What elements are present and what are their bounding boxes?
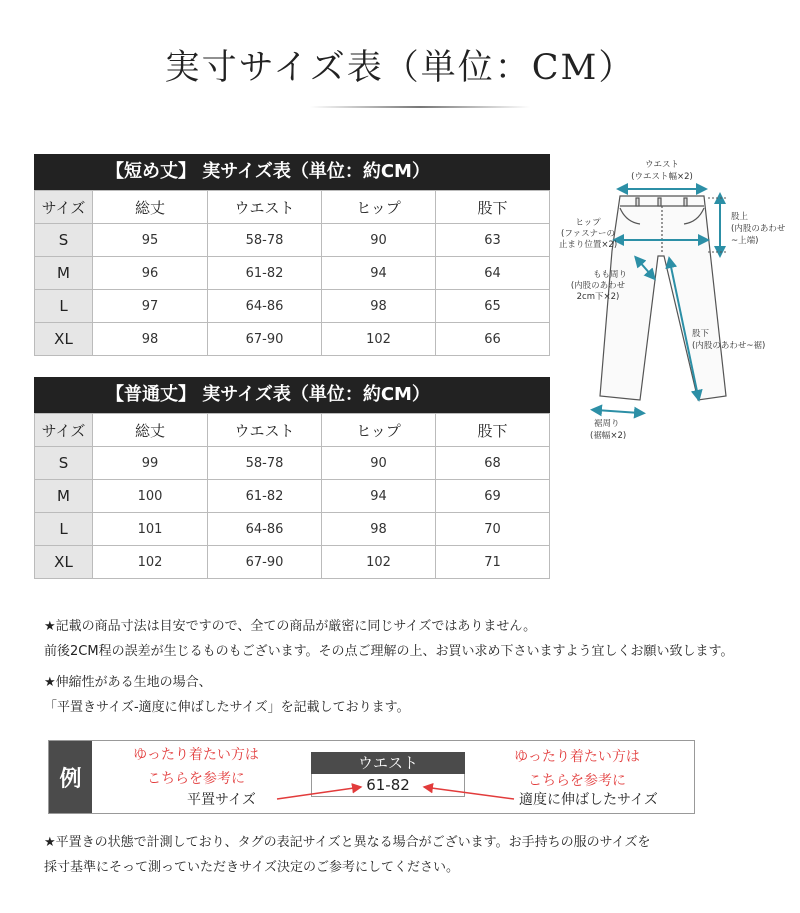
note-line: ★記載の商品寸法は目安ですので、全ての商品が厳密に同じサイズではありません。 xyxy=(44,619,537,634)
header-total-length: 総丈 xyxy=(93,414,208,447)
header-waist: ウエスト xyxy=(208,414,322,447)
header-waist: ウエスト xyxy=(208,191,322,224)
row-size-label: M xyxy=(35,480,93,513)
row-size-label: S xyxy=(35,447,93,480)
header-size: サイズ xyxy=(35,414,93,447)
label-waist-note: (ウエスト幅×2) xyxy=(631,172,693,182)
pants-measurement-diagram xyxy=(558,156,790,446)
table-row xyxy=(35,546,550,579)
table-row xyxy=(35,513,550,546)
table-row xyxy=(35,224,550,257)
label-rise-note-1: (内股のあわせ xyxy=(731,224,786,234)
row-size-label: XL xyxy=(35,323,93,356)
cell-total-length: 99 xyxy=(93,447,208,480)
cell-total-length: 102 xyxy=(93,546,208,579)
example-box-header: ウエスト xyxy=(311,752,465,774)
cell-inseam: 69 xyxy=(436,480,550,513)
cell-waist: 61-82 xyxy=(208,257,322,290)
cell-total-length: 95 xyxy=(93,224,208,257)
label-hip: ヒップ xyxy=(575,218,601,228)
cell-inseam: 71 xyxy=(436,546,550,579)
cell-hip: 94 xyxy=(322,480,436,513)
size-table-regular xyxy=(34,377,550,579)
cell-inseam: 63 xyxy=(436,224,550,257)
example-left-caption: 平置サイズ xyxy=(187,792,256,808)
note-line: ★平置きの状態で計測しており、タグの表記サイズと異なる場合がございます。お手持ちの服のサイズを xyxy=(44,835,651,850)
cell-waist: 58-78 xyxy=(208,447,322,480)
hint-line: ゆったり着たい方は xyxy=(133,747,259,763)
hint-line: こちらを参考に xyxy=(147,771,245,787)
label-thigh-note-2: 2cm下×2) xyxy=(576,292,620,302)
table-row xyxy=(35,480,550,513)
note-size-disclaimer xyxy=(44,614,734,664)
cell-total-length: 100 xyxy=(93,480,208,513)
title-divider xyxy=(310,106,530,108)
note-stretch-fabric xyxy=(44,670,410,720)
cell-total-length: 97 xyxy=(93,290,208,323)
cell-inseam: 65 xyxy=(436,290,550,323)
cell-waist: 64-86 xyxy=(208,290,322,323)
cell-waist: 61-82 xyxy=(208,480,322,513)
cell-hip: 98 xyxy=(322,513,436,546)
arrow-left-icon xyxy=(277,787,361,799)
cell-hip: 94 xyxy=(322,257,436,290)
cell-inseam: 68 xyxy=(436,447,550,480)
note-measurement-method xyxy=(44,830,651,880)
header-hip: ヒップ xyxy=(322,191,436,224)
size-table-short xyxy=(34,154,550,356)
cell-inseam: 64 xyxy=(436,257,550,290)
note-line: 「平置きサイズ-適度に伸ばしたサイズ」を記載しております。 xyxy=(44,700,410,715)
example-box-value: 61-82 xyxy=(311,774,465,797)
hint-line: ゆったり着たい方は xyxy=(514,749,640,765)
header-total-length: 総丈 xyxy=(93,191,208,224)
cell-hip: 102 xyxy=(322,546,436,579)
note-line: 前後2CM程の誤差が生じるものもございます。その点ご理解の上、お買い求め下さいますよう宜しくお願い致します。 xyxy=(44,644,734,659)
cell-total-length: 96 xyxy=(93,257,208,290)
page-title: 実寸サイズ表（単位：CM） xyxy=(164,48,636,88)
header-inseam: 股下 xyxy=(436,414,550,447)
table-caption-short: 【短め丈】 実サイズ表（単位：約CM） xyxy=(34,154,550,190)
row-size-label: S xyxy=(35,224,93,257)
cell-total-length: 101 xyxy=(93,513,208,546)
table-row xyxy=(35,323,550,356)
label-hip-note-2: 止まり位置×2) xyxy=(558,240,618,250)
cell-inseam: 66 xyxy=(436,323,550,356)
label-inseam: 股下 xyxy=(692,329,710,339)
label-thigh-note-1: (内股のあわせ xyxy=(570,281,626,291)
arrow-right-icon xyxy=(424,787,514,799)
label-inseam-note: (内股のあわせ~裾) xyxy=(692,341,766,351)
cell-inseam: 70 xyxy=(436,513,550,546)
label-hip-note-1: (ファスナーの xyxy=(561,229,615,239)
example-arrows xyxy=(49,741,694,813)
table-row xyxy=(35,257,550,290)
label-rise: 股上 xyxy=(731,212,749,222)
table-header-row xyxy=(35,414,550,447)
example-label: 例 xyxy=(49,741,92,813)
header-hip: ヒップ xyxy=(322,414,436,447)
cell-waist: 67-90 xyxy=(208,323,322,356)
hint-line: こちらを参考に xyxy=(528,773,626,789)
row-size-label: XL xyxy=(35,546,93,579)
note-line: 採寸基準にそって測っていただきサイズ決定のご参考にしてください。 xyxy=(44,860,459,875)
example-box xyxy=(48,740,695,814)
header-size: サイズ xyxy=(35,191,93,224)
table-header-row xyxy=(35,191,550,224)
row-size-label: M xyxy=(35,257,93,290)
label-waist: ウエスト xyxy=(644,160,680,170)
label-rise-note-2: ~上端) xyxy=(731,236,759,246)
header-inseam: 股下 xyxy=(436,191,550,224)
cell-hip: 90 xyxy=(322,447,436,480)
table-row xyxy=(35,290,550,323)
label-thigh: もも周り xyxy=(592,270,628,280)
cell-waist: 64-86 xyxy=(208,513,322,546)
row-size-label: L xyxy=(35,290,93,323)
cell-waist: 58-78 xyxy=(208,224,322,257)
cell-total-length: 98 xyxy=(93,323,208,356)
table-caption-regular: 【普通丈】 実サイズ表（単位：約CM） xyxy=(34,377,550,413)
cell-hip: 102 xyxy=(322,323,436,356)
table-row xyxy=(35,447,550,480)
note-line: ★伸縮性がある生地の場合、 xyxy=(44,675,212,690)
label-hem-note: (裾幅×2) xyxy=(590,431,627,441)
label-hem: 裾周り xyxy=(594,419,620,429)
cell-hip: 98 xyxy=(322,290,436,323)
cell-hip: 90 xyxy=(322,224,436,257)
row-size-label: L xyxy=(35,513,93,546)
example-right-caption: 適度に伸ばしたサイズ xyxy=(519,792,658,808)
cell-waist: 67-90 xyxy=(208,546,322,579)
